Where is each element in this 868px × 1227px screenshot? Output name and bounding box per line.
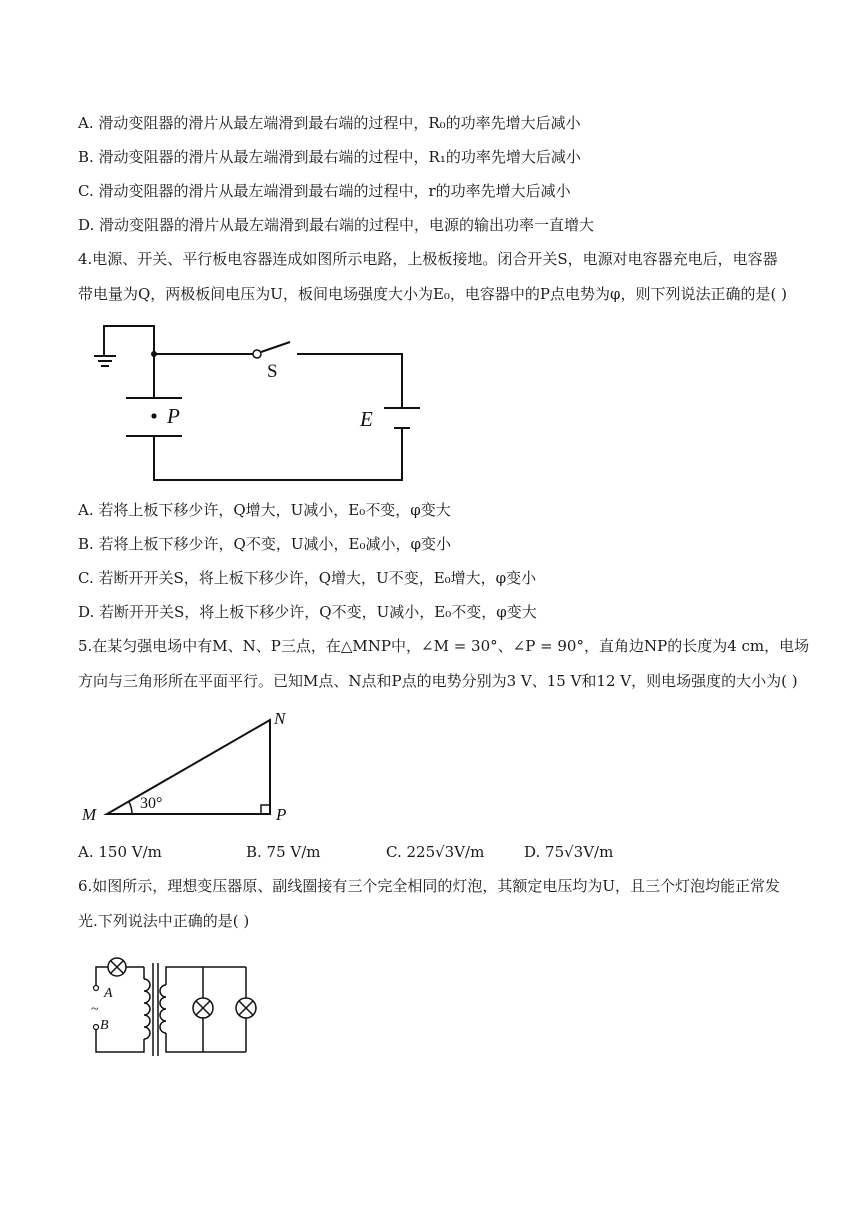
q4-stem-line1: 4.电源、开关、平行板电容器连成如图所示电路，上极板接地。闭合开关S，电源对电容器充电后，电容器 <box>78 250 778 268</box>
vertex-m-label: M <box>82 805 97 824</box>
terminal-b <box>94 1025 99 1030</box>
q3-option-d: D. 滑动变阻器的滑片从最左端滑到最右端的过程中，电源的输出功率一直增大 <box>78 216 595 234</box>
q3-option-c: C. 滑动变阻器的滑片从最左端滑到最右端的过程中，r的功率先增大后减小 <box>78 182 571 200</box>
q6-transformer-diagram <box>86 955 276 1065</box>
q5-stem-line1: 5.在某匀强电场中有M、N、P三点，在△MNP中，∠M = 30°、∠P = 90°，直角边NP的长度为4 cm，电场 <box>78 637 810 655</box>
q3-option-a: A. 滑动变阻器的滑片从最左端滑到最右端的过程中，R₀的功率先增大后减小 <box>78 114 581 132</box>
q5-option-d: D. 75√3V/m <box>524 843 614 861</box>
q4-stem-line2: 带电量为Q，两极板间电压为U，板间电场强度大小为E₀，电容器中的P点电势为φ，则下列说法正确的是( ) <box>78 285 787 303</box>
vertex-n-label: N <box>274 709 286 728</box>
ac-source-symbol: ~ <box>91 1002 99 1017</box>
q6-stem-line2: 光.下列说法中正确的是( ) <box>78 912 250 930</box>
terminal-a-label: A <box>104 986 113 1001</box>
switch-label: S <box>267 361 278 382</box>
terminal-b-label: B <box>100 1018 109 1033</box>
q3-option-b: B. 滑动变阻器的滑片从最左端滑到最右端的过程中，R₁的功率先增大后减小 <box>78 148 581 166</box>
vertex-p-label: P <box>276 805 287 824</box>
point-p-label: P <box>167 404 180 428</box>
q4-option-a: A. 若将上板下移少许，Q增大，U减小，E₀不变，φ变大 <box>78 501 451 519</box>
q4-option-d: D. 若断开开关S，将上板下移少许，Q不变，U减小，E₀不变，φ变大 <box>78 603 537 621</box>
q4-option-c: C. 若断开开关S，将上板下移少许，Q增大，U不变，E₀增大，φ变小 <box>78 569 537 587</box>
switch-pivot <box>253 350 261 358</box>
q4-circuit-diagram <box>90 318 430 488</box>
q4-option-b: B. 若将上板下移少许，Q不变，U减小，E₀减小，φ变小 <box>78 535 451 553</box>
junction-dot <box>151 351 157 357</box>
terminal-a <box>94 986 99 991</box>
q5-option-b: B. 75 V/m <box>246 843 321 861</box>
q5-triangle-diagram <box>80 700 300 830</box>
angle-label: 30° <box>140 795 163 812</box>
q5-option-c: C. 225√3V/m <box>386 843 485 861</box>
source-label: E <box>360 407 373 431</box>
q5-stem-line2: 方向与三角形所在平面平行。已知M点、N点和P点的电势分别为3 V、15 V和12 V，则电场强度的大小为( ) <box>78 672 798 690</box>
point-p-dot <box>151 413 156 418</box>
q6-stem-line1: 6.如图所示，理想变压器原、副线圈接有三个完全相同的灯泡，其额定电压均为U，且三个灯泡均能正常发 <box>78 877 780 895</box>
q5-option-a: A. 150 V/m <box>78 843 162 861</box>
